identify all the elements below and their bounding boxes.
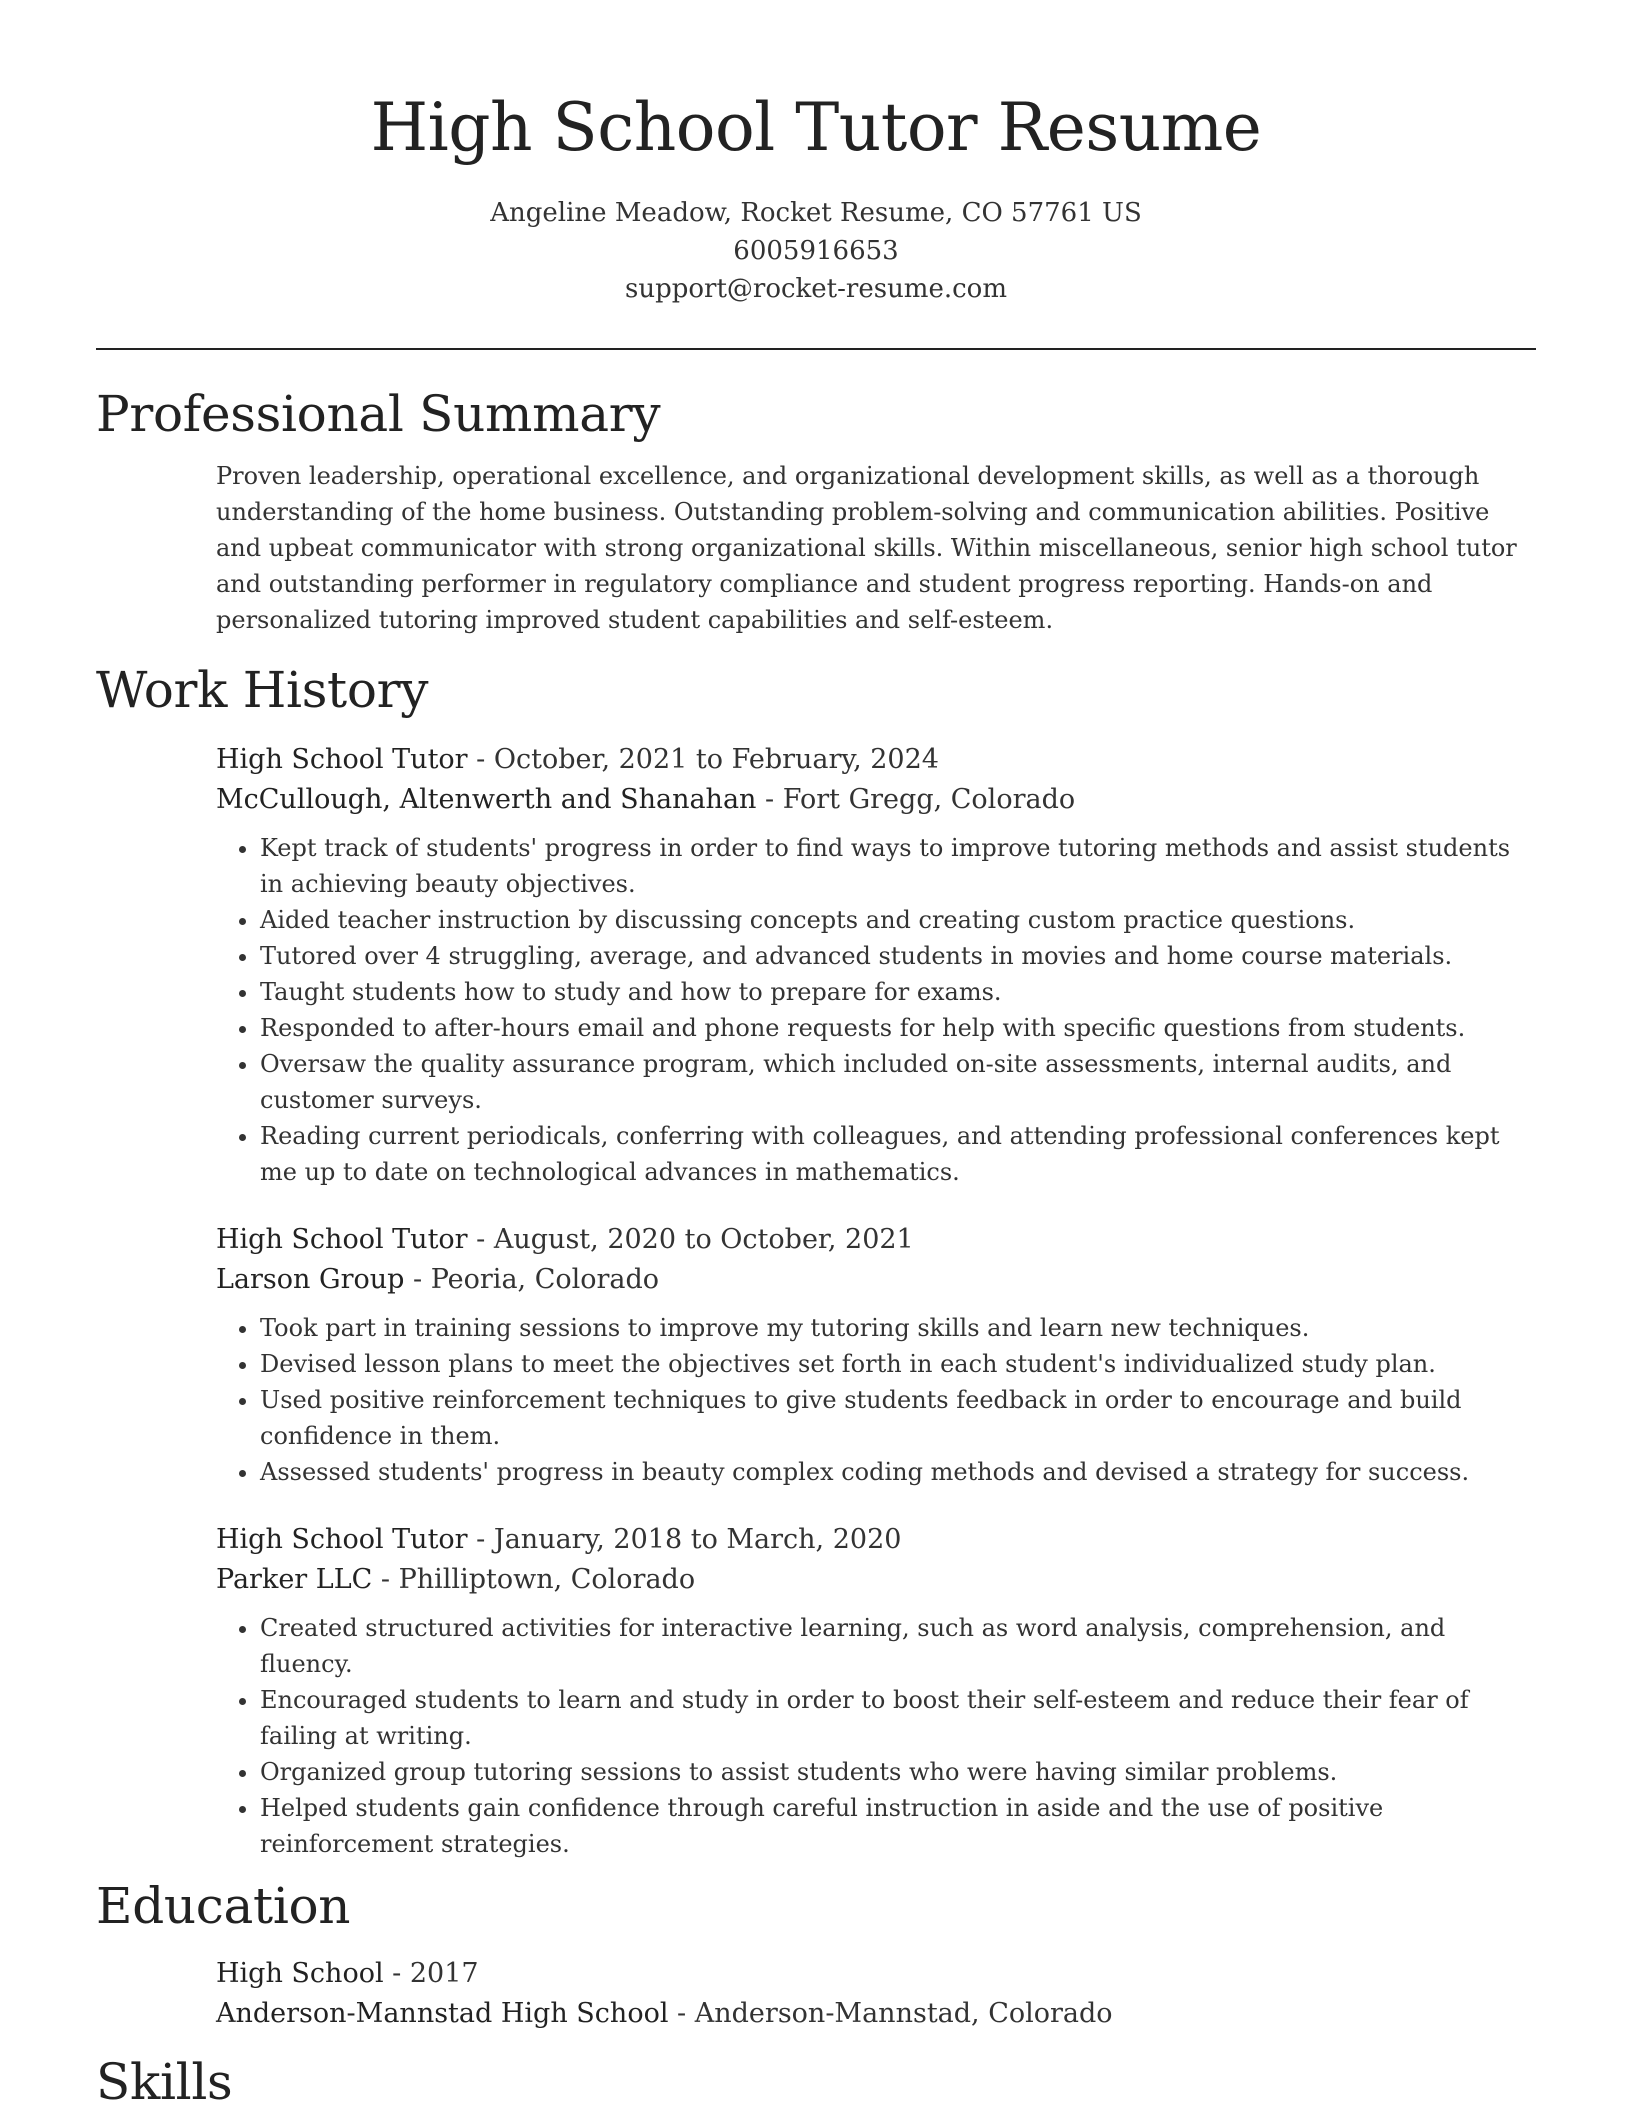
education-year: - 2017	[383, 1958, 479, 1989]
list-item: • Helped students gain confidence through careful instruction in aside and the use of positive reinforcement strategies.	[260, 1790, 1536, 1862]
list-item: • Created structured activities for interactive learning, such as word analysis, comprehension, and fluency.	[260, 1610, 1536, 1682]
job-bullets	[216, 1610, 1536, 1862]
job-title: High School Tutor	[216, 1524, 468, 1555]
resume-header	[96, 0, 1536, 308]
job-dates: - August, 2020 to October, 2021	[467, 1224, 914, 1255]
contact-phone: 6005916653	[733, 236, 899, 266]
work-history-section	[96, 660, 1536, 1862]
page-title: High School Tutor Resume	[370, 89, 1262, 166]
job-bullets	[216, 1310, 1536, 1490]
list-item: • Taught students how to study and how to prepare for exams.	[260, 974, 1536, 1010]
list-item: • Took part in training sessions to improve my tutoring skills and learn new techniques.	[260, 1310, 1536, 1346]
job-company-line	[216, 1560, 1536, 1600]
job-entry	[216, 740, 1536, 1190]
skills-section	[96, 2052, 1536, 2112]
job-bullets	[216, 830, 1536, 1190]
list-item: • Devised lesson plans to meet the objectives set forth in each student's individualized study plan.	[260, 1346, 1536, 1382]
list-item: • Aided teacher instruction by discussing concepts and creating custom practice questions.	[260, 902, 1536, 938]
job-title-line	[216, 1220, 1536, 1260]
list-item: • Tutored over 4 struggling, average, and advanced students in movies and home course materials.	[260, 938, 1536, 974]
resume-page	[96, 0, 1536, 2112]
education-school-line	[216, 1994, 1536, 2034]
work-history-heading: Work History	[96, 661, 429, 719]
job-entry	[216, 1520, 1536, 1862]
job-company: McCullough, Altenwerth and Shanahan	[216, 784, 757, 815]
job-dates: - January, 2018 to March, 2020	[467, 1524, 902, 1555]
list-item: • Kept track of students' progress in order to find ways to improve tutoring methods and assist students in achieving beauty objectives.	[260, 830, 1536, 902]
job-company: Parker LLC	[216, 1564, 373, 1595]
summary-text: Proven leadership, operational excellence, and organizational development skills, as well as a thorough understanding of the home business. Outstanding problem-solving and communication abilities. Positive and upbeat communicator with strong organizational skills. Within miscellaneous, senior high school tutor and outstanding performer in regulatory compliance and student progress reporting. Hands-on and personalized tutoring improved student capabilities and self-esteem.	[216, 462, 1517, 634]
header-divider	[96, 348, 1536, 350]
job-entry	[216, 1220, 1536, 1490]
list-item: • Oversaw the quality assurance program, which included on-site assessments, internal audits, and customer surveys.	[260, 1046, 1536, 1118]
list-item: • Used positive reinforcement techniques to give students feedback in order to encourage and build confidence in them.	[260, 1382, 1536, 1454]
job-company-line	[216, 1260, 1536, 1300]
job-company: Larson Group	[216, 1264, 405, 1295]
summary-heading: Professional Summary	[96, 385, 661, 443]
education-location: - Anderson-Mannstad, Colorado	[668, 1998, 1113, 2029]
job-dates: - October, 2021 to February, 2024	[467, 744, 939, 775]
education-degree: High School	[216, 1958, 384, 1989]
contact-email: support@rocket-resume.com	[624, 274, 1007, 304]
skills-heading: Skills	[96, 2053, 233, 2111]
list-item: • Encouraged students to learn and study in order to boost their self-esteem and reduce their fear of failing at writing.	[260, 1682, 1536, 1754]
job-title: High School Tutor	[216, 744, 468, 775]
education-section	[96, 1876, 1536, 2034]
list-item: • Reading current periodicals, conferring with colleagues, and attending professional conferences kept me up to date on technological advances in mathematics.	[260, 1118, 1536, 1190]
job-title-line	[216, 740, 1536, 780]
job-location: - Philliptown, Colorado	[372, 1564, 696, 1595]
contact-block	[96, 194, 1536, 308]
education-school: Anderson-Mannstad High School	[216, 1998, 669, 2029]
summary-section	[96, 384, 1536, 638]
job-title: High School Tutor	[216, 1224, 468, 1255]
education-heading: Education	[96, 1877, 351, 1935]
list-item: • Responded to after-hours email and phone requests for help with specific questions from students.	[260, 1010, 1536, 1046]
contact-address: Angeline Meadow, Rocket Resume, CO 57761 US	[490, 198, 1142, 228]
education-degree-line	[216, 1954, 1536, 1994]
list-item: • Organized group tutoring sessions to assist students who were having similar problems.	[260, 1754, 1536, 1790]
list-item: • Assessed students' progress in beauty complex coding methods and devised a strategy for success.	[260, 1454, 1536, 1490]
job-location: - Fort Gregg, Colorado	[756, 784, 1076, 815]
job-title-line	[216, 1520, 1536, 1560]
job-company-line	[216, 780, 1536, 820]
job-location: - Peoria, Colorado	[404, 1264, 660, 1295]
